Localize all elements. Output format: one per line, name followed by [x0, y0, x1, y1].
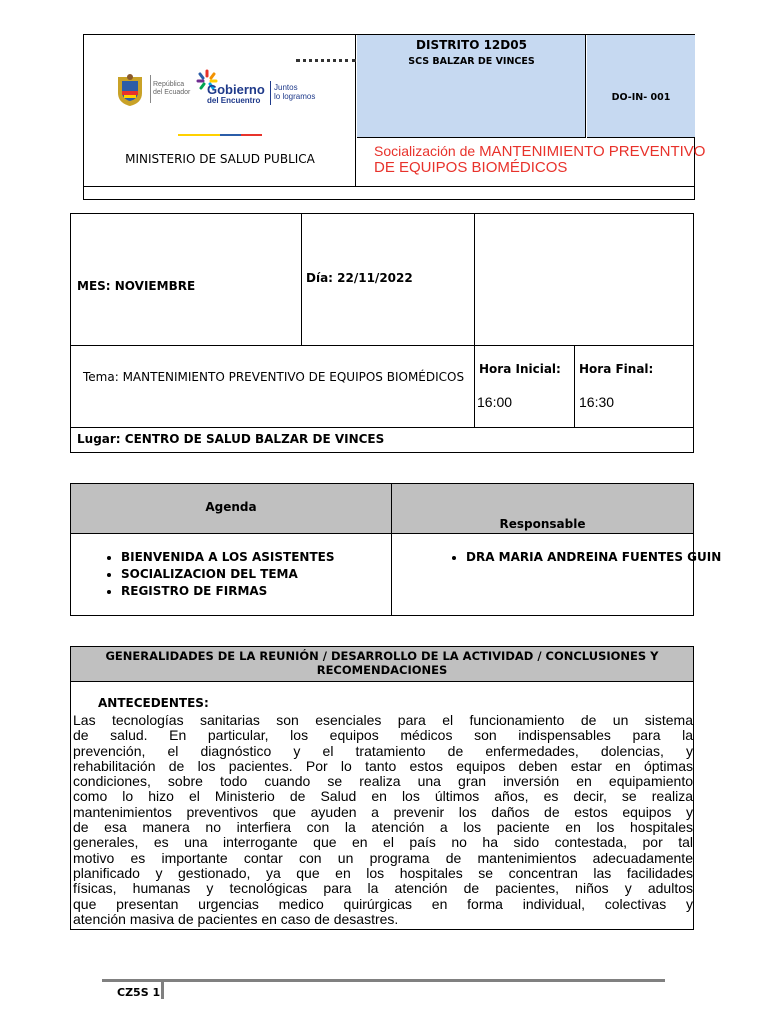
antecedentes-label: ANTECEDENTES: [98, 696, 209, 710]
title-line2: DE EQUIPOS BIOMÉDICOS [374, 159, 568, 176]
lugar-label: Lugar: CENTRO DE SALUD BALZAR DE VINCES [77, 432, 385, 446]
title-prefix: Socialización de [374, 143, 480, 159]
footer-code: CZ5S 1 [117, 986, 161, 999]
gobierno-separator [270, 81, 271, 105]
distrito-cell [357, 35, 586, 138]
paragraph-line: rehabilitación de los pacientes. Por lo tanto estos equipos deben estar en óptimas [73, 757, 693, 774]
juntos-line2: lo logramos [274, 92, 316, 101]
generalidades-table [70, 646, 694, 930]
hora-inicial-label: Hora Inicial: [479, 362, 561, 376]
distrito-label: DISTRITO 12D05 [416, 38, 527, 52]
info-col-divider-1 [301, 214, 302, 345]
paragraph-line: generales, es una interrogante que en el país no ha sido contestada, por tal [73, 834, 693, 851]
paragraph-line: que presentan urgencias medico quirúrgicas en forma individual, colectivas y [73, 895, 693, 912]
list-item: • REGISTRO DE FIRMAS [121, 583, 391, 600]
info-table [70, 213, 694, 453]
republica-line1: República [153, 81, 185, 88]
document-code: DO-IN- 001 [611, 92, 671, 103]
paragraph-line: como lo hizo el Ministerio de Salud en los últimos años, es decir, se realiza [73, 788, 693, 805]
paragraph-line: Las tecnologías sanitarias son esenciales para el funcionamiento de un sistema [73, 712, 693, 728]
agenda-list [71, 549, 391, 600]
hora-inicial-value: 16:00 [477, 394, 513, 410]
agenda-heading: Agenda [205, 500, 257, 514]
tema-label: Tema: MANTENIMIENTO PREVENTIVO DE EQUIPOS BIOMÉDICOS [83, 370, 465, 384]
paragraph-line: mantenimientos preventivos que ayuden a prevenir los daños de estos equipos y [73, 803, 693, 820]
list-item: • BIENVENIDA A LOS ASISTENTES [121, 549, 391, 566]
generalidades-heading-line1: GENERALIDADES DE LA REUNIÓN / DESARROLLO DE LA ACTIVIDAD / CONCLUSIONES Y [105, 649, 659, 663]
flag-underline [178, 134, 262, 136]
header-bottom-row [84, 186, 694, 187]
document-header [83, 34, 706, 200]
paragraph-line: prevención, el diagnóstico y el tratamiento de enfermedades, dolencias, y [73, 742, 693, 759]
mes-label: MES: NOVIEMBRE [77, 279, 196, 293]
info-col-divider-2 [474, 214, 475, 427]
hora-final-label: Hora Final: [579, 362, 654, 376]
code-cell [587, 35, 695, 138]
document-title [374, 143, 706, 176]
logo-separator [150, 75, 151, 103]
responsable-list [392, 549, 722, 566]
antecedentes-body [73, 713, 693, 927]
republica-line2: del Ecuador [153, 89, 191, 96]
paragraph-line: de salud. En particular, los equipos médicos son indispensables para la [73, 727, 693, 744]
ecuador-shield-icon [114, 73, 146, 107]
responsable-heading: Responsable [499, 517, 586, 531]
list-item: • SOCIALIZACION DEL TEMA [121, 566, 391, 583]
header-dots [296, 59, 356, 63]
hora-final-value: 16:30 [579, 394, 615, 410]
agenda-table [70, 483, 722, 616]
paragraph-line: de esa manera no interfiera con la atención a los paciente en los hospitales [73, 819, 693, 836]
paragraph-line: condiciones, sobre todo cuando se realiza una gran inversión en equipamiento [73, 773, 693, 790]
title-main: MANTENIMIENTO PREVENTIVO [479, 143, 706, 160]
info-row-divider-2 [71, 427, 693, 428]
ministerio-label: MINISTERIO DE SALUD PUBLICA [125, 152, 315, 166]
encuentro-text: del Encuentro [207, 96, 261, 105]
paragraph-line: atención masiva de pacientes en caso de desastres. [73, 910, 399, 927]
paragraph-line: físicas, humanas y tecnológicas para la atención de pacientes, niños y adultos [73, 880, 693, 897]
generalidades-heading-line2: RECOMENDACIONES [316, 663, 448, 677]
footer-divider [161, 981, 164, 999]
paragraph-line: motivo es importante contar con un programa de mantenimientos adecuadamente [73, 849, 693, 866]
footer-rule [102, 979, 665, 982]
info-col-divider-3 [574, 345, 575, 427]
logo-cell [84, 35, 356, 186]
republica-text [153, 81, 190, 97]
generalidades-header [71, 647, 693, 682]
scs-label: SCS BALZAR DE VINCES [408, 56, 535, 67]
juntos-line1: Juntos [274, 83, 298, 92]
paragraph-line: planificado y gestionado, ya que en los hospitales se concentran las facilidades [73, 864, 693, 881]
juntos-text [274, 83, 315, 101]
dia-label: Día: 22/11/2022 [306, 271, 413, 285]
gobierno-text: Gobierno [207, 82, 265, 97]
list-item: • DRA MARIA ANDREINA FUENTES GUIN [466, 549, 693, 566]
info-row-divider-1 [71, 345, 693, 346]
